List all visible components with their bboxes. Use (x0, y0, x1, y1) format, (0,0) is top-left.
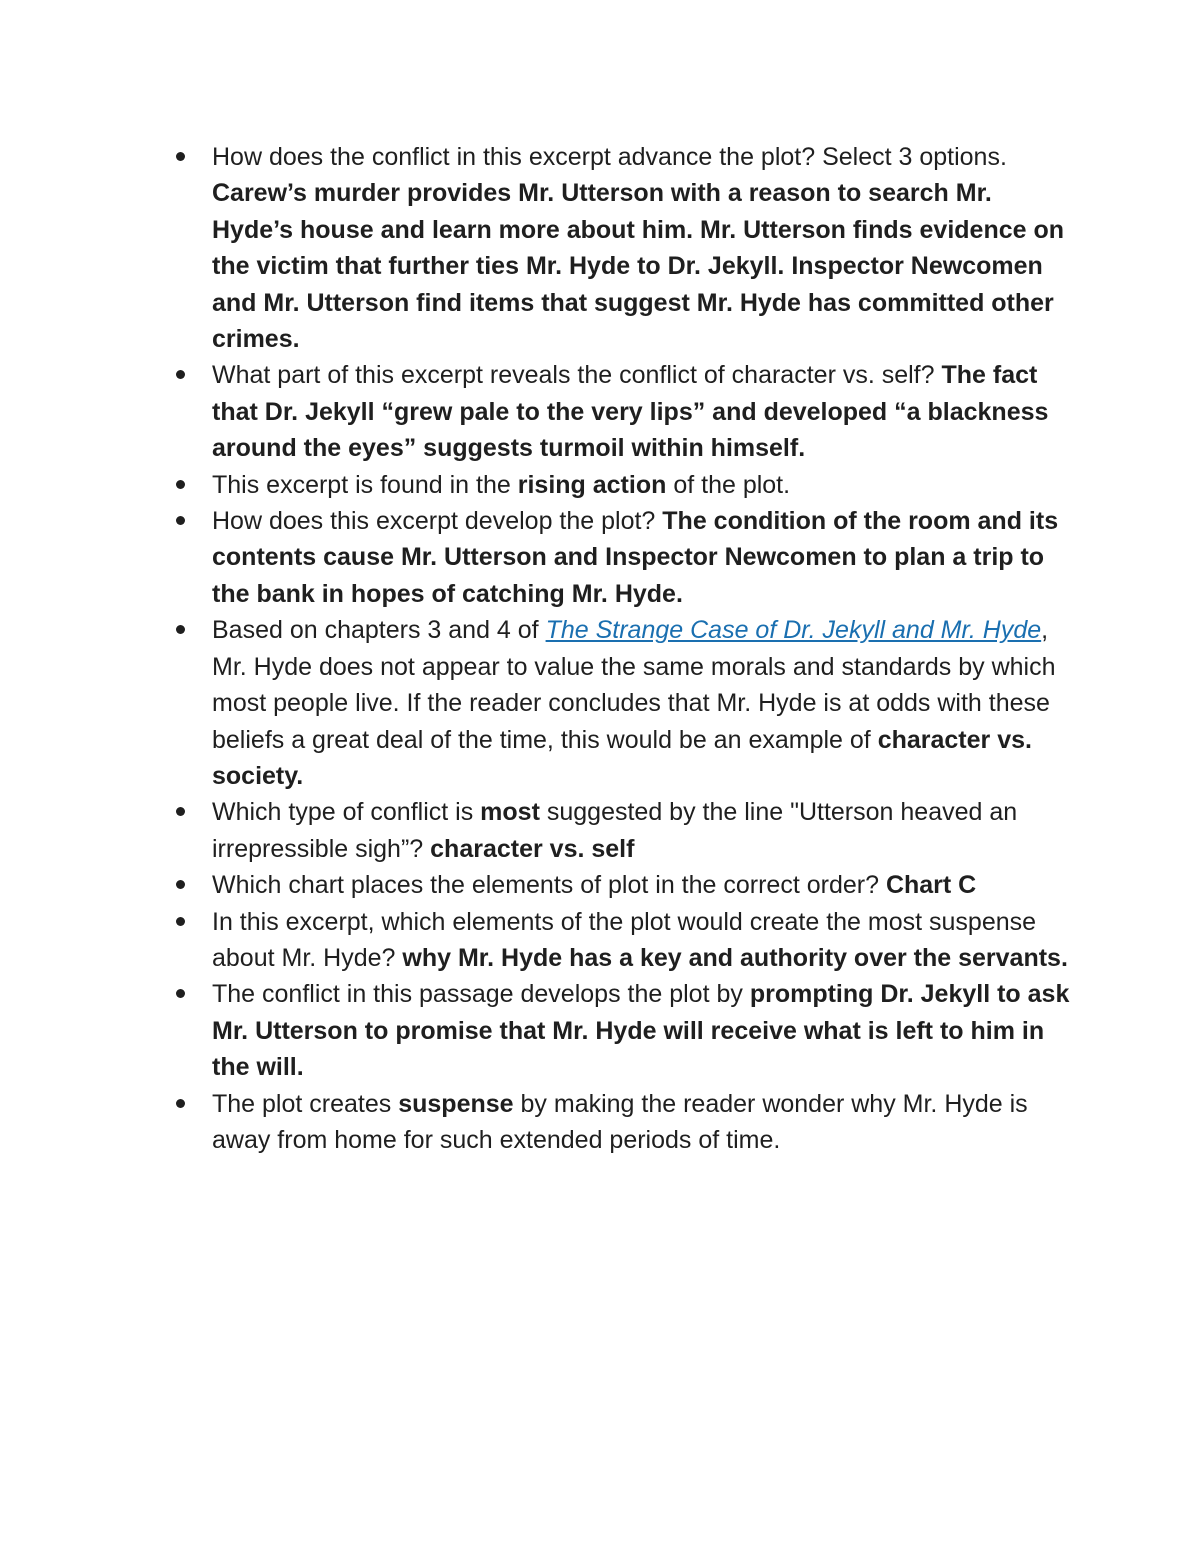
bullet-icon (176, 1099, 185, 1108)
question-answer-list (212, 139, 1072, 1158)
question-text-continued: , Mr. Hyde does not appear to value the same morals and standards by which most people live. If the reader concludes that Mr. Hyde is at odds with these beliefs a great deal of the time, this would be an example of (212, 616, 1056, 754)
bullet-icon (176, 480, 185, 489)
list-item (212, 612, 1072, 794)
bullet-icon (176, 989, 185, 998)
answer-text: The condition of the room and its contents cause Mr. Utterson and Inspector Newcomen to plan a trip to the bank in hopes of catching Mr. Hyde. (212, 507, 1059, 608)
list-item (212, 357, 1072, 466)
question-text-tail: by making the reader wonder why Mr. Hyde is away from home for such extended periods of time. (212, 1089, 1028, 1154)
question-text: In this excerpt, which elements of the plot would create the most suspense about Mr. Hyde? (212, 907, 1037, 972)
question-text: The plot creates (212, 1089, 392, 1118)
answer-text: why Mr. Hyde has a key and authority over the servants. (402, 943, 1068, 972)
answer-text: Carew’s murder provides Mr. Utterson with a reason to search Mr. Hyde’s house and learn more about him. Mr. Utterson finds evidence on the victim that further ties Mr. Hyde to Dr. Jekyll. Inspector Newcomen and Mr. Utterson find items that suggest Mr. Hyde has committed other crimes. (212, 179, 1065, 354)
bullet-icon (176, 152, 185, 161)
question-text: Which type of conflict is (212, 798, 474, 827)
bullet-icon (176, 880, 185, 889)
question-text: Based on chapters 3 and 4 of (212, 616, 539, 645)
question-text: What part of this excerpt reveals the conflict of character vs. self? (212, 361, 935, 390)
list-item (212, 467, 1072, 503)
question-text-tail: of the plot. (673, 470, 791, 499)
list-item (212, 904, 1072, 977)
list-item (212, 794, 1072, 867)
question-text-continued: suggested by the line "Utterson heaved an irrepressible sigh”? (212, 798, 1018, 863)
bullet-icon (176, 807, 185, 816)
bullet-icon (176, 917, 185, 926)
list-item (212, 139, 1072, 357)
question-text: How does this excerpt develop the plot? (212, 507, 656, 536)
book-title-link[interactable]: The Strange Case of Dr. Jekyll and Mr. Hyde (545, 616, 1042, 645)
answer-text: Chart C (885, 871, 977, 900)
bullet-icon (176, 516, 185, 525)
question-text: Which chart places the elements of plot in the correct order? (212, 871, 879, 900)
list-item (212, 867, 1072, 903)
bullet-icon (176, 625, 185, 634)
answer-text: suspense (398, 1089, 514, 1118)
list-item (212, 976, 1072, 1085)
answer-text: The fact that Dr. Jekyll “grew pale to the very lips” and developed “a blackness around the eyes” suggests turmoil within himself. (212, 361, 1049, 463)
answer-text: rising action (517, 470, 667, 499)
bullet-icon (176, 370, 185, 379)
list-item (212, 1086, 1072, 1159)
emphasis-text: most (480, 798, 540, 827)
answer-text: character vs. self (430, 834, 635, 863)
answer-text: prompting Dr. Jekyll to ask Mr. Utterson to promise that Mr. Hyde will receive what is left to him in the will. (212, 980, 1070, 1082)
list-item (212, 503, 1072, 612)
question-text: The conflict in this passage develops the plot by (212, 980, 743, 1009)
question-text: How does the conflict in this excerpt advance the plot? Select 3 options. (212, 143, 1007, 171)
answer-text: character vs. society. (212, 725, 1032, 790)
question-text: This excerpt is found in the (212, 470, 511, 499)
